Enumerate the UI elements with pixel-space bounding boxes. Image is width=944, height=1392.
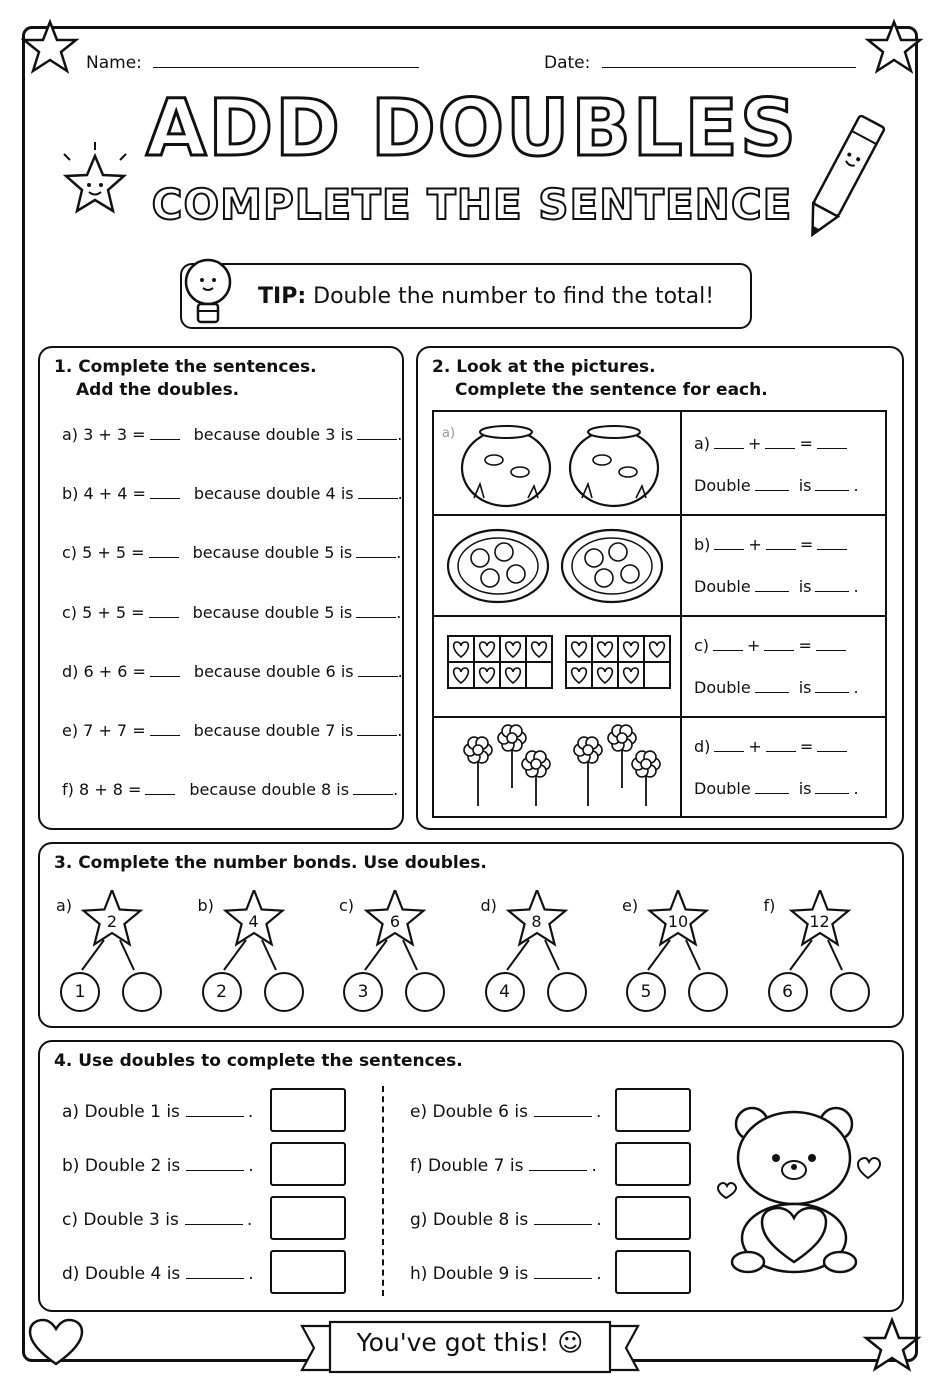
answer-box[interactable] [270,1196,346,1240]
star-icon [20,18,80,76]
double-word: Double [694,577,751,596]
equation: f) 8 + 8 = [62,780,142,800]
double-text: a) Double 1 is [62,1102,180,1122]
answer-blank[interactable] [755,793,789,794]
answer-blank[interactable] [356,557,396,558]
answer-blank[interactable] [817,751,847,752]
bond-part-circle: 1 [60,972,100,1012]
bond-total: 6 [389,912,401,931]
page-title: ADD DOUBLES [145,84,799,174]
answer-blank[interactable] [714,751,744,752]
equals-sign: = [799,737,814,756]
answer-blank[interactable] [353,794,393,795]
equals-sign: = [799,434,813,453]
double-sentence: d) Double 4 is . [62,1264,254,1284]
answer-blank[interactable] [817,549,847,550]
answer-box[interactable] [615,1250,691,1294]
bond-letter: b) [197,896,214,915]
because-text: because double 4 is [193,484,354,504]
name-field[interactable] [153,67,419,68]
answer-box[interactable] [615,1196,691,1240]
because-text: because double 6 is [193,661,354,681]
answer-blank[interactable] [186,1170,244,1171]
double-sentence: a) Double 1 is . [62,1102,254,1122]
section-2-heading: 2. Look at the pictures. [432,357,656,377]
answer-blank[interactable] [714,549,744,550]
bond-answer-circle[interactable] [122,972,162,1012]
answer-blank[interactable] [534,1278,592,1279]
double-sentence: c) Double 3 is . [62,1210,253,1230]
section-1-panel [38,346,404,830]
bond-letter: a) [56,896,73,915]
double-text: b) Double 2 is [62,1156,181,1176]
row-letter: a) [694,434,711,453]
plus-sign: + [748,535,762,554]
equation: a) 3 + 3 = [62,425,146,444]
sentence-row: c) 5 + 5 = because double 5 is . [62,543,402,563]
bond-letter: d) [480,896,497,915]
ten-frame-hearts-icon [446,634,672,690]
answer-blank[interactable] [766,549,796,550]
number-bond-star-icon [786,890,896,980]
equals-sign: = [798,636,812,655]
bond-total: 8 [531,912,542,931]
answer-box[interactable] [615,1088,691,1132]
answer-blank[interactable] [817,448,847,449]
answer-blank[interactable] [150,439,180,440]
bond-part-circle: 5 [626,972,666,1012]
answer-blank[interactable] [149,557,179,558]
tip-message: Double the number to find the total! [313,284,715,309]
equals-sign: = [799,535,814,554]
answer-blank[interactable] [186,1278,244,1279]
bond-answer-circle[interactable] [830,972,870,1012]
bond-part-circle: 6 [768,972,808,1012]
picture-equation-row [694,737,851,756]
bond-part-circle: 3 [343,972,383,1012]
answer-blank[interactable] [145,794,175,795]
double-sentence: e) Double 6 is . [410,1102,602,1122]
answer-blank[interactable] [534,1116,592,1117]
is-word: is [798,476,812,495]
bond-total: 2 [106,912,118,931]
answer-box[interactable] [270,1088,346,1132]
sentence-row: e) 7 + 7 = because double 7 is . [62,721,403,740]
number-bond-star-icon [220,890,330,980]
answer-blank[interactable] [357,439,397,440]
number-bond-star-icon [644,890,754,980]
answer-blank[interactable] [357,735,397,736]
bond-answer-circle[interactable] [264,972,304,1012]
number-bond-star-icon [78,890,188,980]
equation: e) 7 + 7 = [62,721,146,740]
section-1-heading: 1. Complete the sentences. [54,357,317,377]
bond-total: 10 [667,912,689,931]
answer-blank[interactable] [816,650,846,651]
star-icon [862,1316,922,1374]
bond-answer-circle[interactable] [405,972,445,1012]
fishbowl-icon [454,418,664,510]
name-label: Name: [86,53,142,73]
bond-letter: f) [763,896,776,915]
bond-total: 4 [248,912,259,931]
answer-blank[interactable] [755,591,789,592]
section-4-heading: 4. Use doubles to complete the sentences. [54,1051,463,1071]
bond-total: 12 [809,912,830,931]
bond-answer-circle[interactable] [688,972,728,1012]
equation: c) 5 + 5 = [62,602,145,622]
double-text: h) Double 9 is [410,1264,529,1284]
equation: d) 6 + 6 = [62,661,146,681]
bond-answer-circle[interactable] [547,972,587,1012]
row-letter: c) [694,636,710,655]
plus-sign: + [748,737,762,756]
answer-blank[interactable] [150,498,180,499]
answer-blank[interactable] [358,676,398,677]
cookie-plate-icon [446,524,672,608]
section-2-subheading: Complete the sentence for each. [455,380,768,400]
because-text: because double 5 is [192,543,353,563]
answer-blank[interactable] [815,692,849,693]
bond-letter: e) [622,896,639,915]
double-sentence: g) Double 8 is . [410,1210,602,1230]
answer-blank[interactable] [529,1170,587,1171]
picture-double-row: Double is . [694,476,859,495]
answer-blank[interactable] [534,1224,592,1225]
sentence-row: b) 4 + 4 = because double 4 is . [62,484,403,504]
answer-blank[interactable] [713,650,743,651]
picture-double-row: Double is . [694,678,859,697]
double-text: g) Double 8 is [410,1210,529,1230]
answer-blank[interactable] [714,448,744,449]
answer-blank[interactable] [358,498,398,499]
double-word: Double [694,678,751,697]
encouragement-text: You've got this! ☺ [356,1328,584,1357]
answer-blank[interactable] [815,793,849,794]
answer-box[interactable] [270,1250,346,1294]
section-3-heading: 3. Complete the number bonds. Use doubles. [54,853,487,873]
row-letter: d) [694,737,711,756]
answer-blank[interactable] [149,617,179,618]
number-bond-star-icon [503,890,613,980]
equation: c) 5 + 5 = [62,543,145,563]
answer-blank[interactable] [150,735,180,736]
answer-blank[interactable] [815,490,849,491]
number-bond-star-icon [361,890,471,980]
because-text: because double 8 is [189,780,350,800]
picture-equation-row [694,636,850,655]
sentence-row: f) 8 + 8 = because double 8 is . [62,780,399,800]
row-letter: b) [694,535,711,554]
tip-text [258,284,714,309]
star-icon [864,18,924,76]
answer-blank[interactable] [764,650,794,651]
page-subtitle: COMPLETE THE SENTENCE [151,180,793,229]
sentence-row: c) 5 + 5 = because double 5 is . [62,602,402,622]
date-label: Date: [544,53,591,73]
double-text: f) Double 7 is [410,1156,524,1176]
picture-label: a) [442,426,456,441]
answer-blank[interactable] [356,617,396,618]
double-sentence: f) Double 7 is . [410,1156,597,1176]
picture-equation-row [694,434,851,453]
answer-blank[interactable] [185,1224,243,1225]
answer-blank[interactable] [186,1116,244,1117]
heart-icon [26,1316,86,1368]
tip-label: TIP: [258,284,307,309]
teddy-bear-icon [712,1098,892,1278]
double-word: Double [694,779,751,798]
is-word: is [798,678,812,697]
picture-grid [432,410,887,818]
sentence-row: a) 3 + 3 = because double 3 is . [62,425,403,444]
plus-sign: + [747,636,761,655]
sentence-row: d) 6 + 6 = because double 6 is . [62,661,403,681]
divider [382,1086,384,1296]
pencil-icon [796,104,888,254]
answer-blank[interactable] [766,751,796,752]
flower-icon [456,722,666,814]
double-word: Double [694,476,751,495]
double-sentence: h) Double 9 is . [410,1264,602,1284]
answer-blank[interactable] [150,676,180,677]
because-text: because double 3 is [193,425,354,444]
date-field[interactable] [602,67,856,68]
bond-part-circle: 2 [202,972,242,1012]
bond-letter: c) [339,896,355,915]
lightbulb-icon [176,248,240,338]
answer-box[interactable] [615,1142,691,1186]
section-1-subheading: Add the doubles. [76,380,240,400]
smiling-star-icon [50,140,140,230]
because-text: because double 7 is [193,721,354,740]
equation: b) 4 + 4 = [62,484,146,504]
answer-blank[interactable] [755,692,789,693]
double-text: c) Double 3 is [62,1210,179,1230]
answer-blank[interactable] [765,448,795,449]
answer-blank[interactable] [815,591,849,592]
picture-double-row: Double is . [694,779,859,798]
double-text: e) Double 6 is [410,1102,528,1122]
is-word: is [798,577,812,596]
picture-equation-row [694,535,851,554]
double-text: d) Double 4 is [62,1264,181,1284]
picture-double-row: Double is . [694,577,859,596]
double-sentence: b) Double 2 is . [62,1156,254,1176]
is-word: is [798,779,812,798]
answer-box[interactable] [270,1142,346,1186]
because-text: because double 5 is [192,602,353,622]
plus-sign: + [748,434,762,453]
bond-part-circle: 4 [485,972,525,1012]
answer-blank[interactable] [755,490,789,491]
